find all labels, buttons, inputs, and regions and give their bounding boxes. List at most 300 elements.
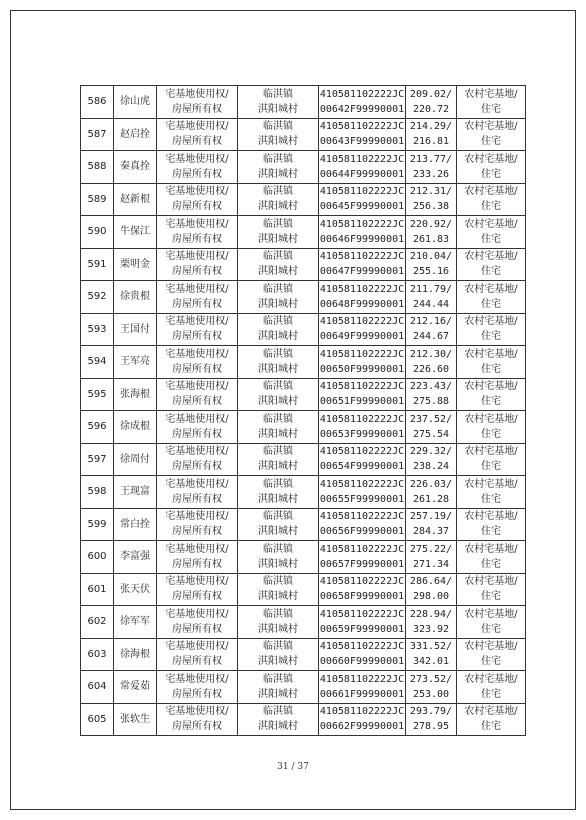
location-cell-line: 淇阳城村 [258, 201, 298, 213]
land-use-cell-line: 农村宅基地/ [464, 186, 518, 198]
location-cell [238, 671, 319, 704]
area-cell [406, 281, 457, 314]
area-cell-line: 226.03/ [409, 478, 453, 490]
area-cell-line: 226.60 [412, 363, 450, 375]
area-cell [406, 118, 457, 151]
land-use-cell-line: 住宅 [481, 103, 501, 115]
right-type-cell-line: 宅基地使用权/ [165, 121, 229, 133]
location-cell-line: 临淇镇 [263, 673, 293, 685]
area-cell-line: 211.79/ [409, 283, 453, 295]
owner-name-cell: 赵启拴 [114, 118, 157, 151]
right-type-cell-line: 宅基地使用权/ [165, 543, 229, 555]
location-cell-line: 临淇镇 [263, 251, 293, 263]
area-cell-line: 284.37 [412, 526, 450, 538]
right-type-cell-line: 宅基地使用权/ [165, 706, 229, 718]
land-use-cell [457, 86, 526, 119]
location-cell [238, 151, 319, 184]
table-row [81, 443, 526, 476]
land-use-cell-line: 农村宅基地/ [464, 316, 518, 328]
right-type-cell-line: 房屋所有权 [172, 428, 222, 440]
land-use-cell [457, 216, 526, 249]
land-use-cell-line: 住宅 [481, 558, 501, 570]
right-type-cell-line: 房屋所有权 [172, 331, 222, 343]
unit-code-cell-line: 00649F99990001 [319, 331, 405, 343]
land-use-cell [457, 476, 526, 509]
location-cell-line: 淇阳城村 [258, 623, 298, 635]
location-cell-line: 临淇镇 [263, 446, 293, 458]
right-type-cell [157, 216, 238, 249]
location-cell-line: 淇阳城村 [258, 428, 298, 440]
right-type-cell-line: 宅基地使用权/ [165, 186, 229, 198]
location-cell-line: 临淇镇 [263, 316, 293, 328]
table-row [81, 411, 526, 444]
area-cell-line: 257.19/ [409, 511, 453, 523]
right-type-cell [157, 118, 238, 151]
record-number-cell: 604 [81, 671, 114, 704]
land-use-cell [457, 378, 526, 411]
location-cell [238, 281, 319, 314]
location-cell [238, 638, 319, 671]
location-cell-line: 淇阳城村 [258, 493, 298, 505]
area-cell-line: 275.88 [412, 396, 450, 408]
right-type-cell-line: 宅基地使用权/ [165, 446, 229, 458]
right-type-cell [157, 638, 238, 671]
owner-name-cell: 徐成根 [114, 411, 157, 444]
unit-code-cell [319, 151, 406, 184]
unit-code-cell-line: 410581102222JC [319, 641, 405, 653]
area-cell [406, 443, 457, 476]
right-type-cell-line: 宅基地使用权/ [165, 381, 229, 393]
unit-code-cell-line: 00647F99990001 [319, 266, 405, 278]
location-cell [238, 118, 319, 151]
owner-name-cell: 常爱茹 [114, 671, 157, 704]
location-cell-line: 临淇镇 [263, 413, 293, 425]
right-type-cell-line: 房屋所有权 [172, 623, 222, 635]
right-type-cell-line: 房屋所有权 [172, 298, 222, 310]
land-use-cell-line: 农村宅基地/ [464, 511, 518, 523]
unit-code-cell-line: 410581102222JC [319, 186, 405, 198]
area-cell-line: 342.01 [412, 656, 450, 668]
area-cell-line: 278.95 [412, 721, 450, 733]
location-cell-line: 临淇镇 [263, 348, 293, 360]
area-cell-line: 233.26 [412, 168, 450, 180]
right-type-cell-line: 宅基地使用权/ [165, 218, 229, 230]
right-type-cell-line: 房屋所有权 [172, 233, 222, 245]
record-number-cell: 590 [81, 216, 114, 249]
unit-code-cell-line: 410581102222JC [319, 413, 405, 425]
area-cell-line: 253.00 [412, 688, 450, 700]
location-cell-line: 淇阳城村 [258, 558, 298, 570]
area-cell [406, 638, 457, 671]
table-row [81, 378, 526, 411]
land-use-cell-line: 农村宅基地/ [464, 381, 518, 393]
land-use-cell-line: 农村宅基地/ [464, 251, 518, 263]
record-number-cell: 597 [81, 443, 114, 476]
location-cell [238, 86, 319, 119]
unit-code-cell [319, 671, 406, 704]
area-cell-line: 213.77/ [409, 153, 453, 165]
location-cell-line: 淇阳城村 [258, 103, 298, 115]
unit-code-cell-line: 410581102222JC [319, 283, 405, 295]
unit-code-cell-line: 410581102222JC [319, 251, 405, 263]
unit-code-cell-line: 00661F99990001 [319, 688, 405, 700]
owner-name-cell: 栗明金 [114, 248, 157, 281]
right-type-cell-line: 房屋所有权 [172, 103, 222, 115]
unit-code-cell [319, 118, 406, 151]
table-row [81, 671, 526, 704]
area-cell-line: 210.04/ [409, 251, 453, 263]
land-use-cell [457, 573, 526, 606]
area-cell-line: 323.92 [412, 623, 450, 635]
right-type-cell-line: 房屋所有权 [172, 721, 222, 733]
unit-code-cell-line: 00655F99990001 [319, 493, 405, 505]
area-cell-line: 298.00 [412, 591, 450, 603]
owner-name-cell: 张天伏 [114, 573, 157, 606]
record-number-cell: 605 [81, 703, 114, 736]
record-number-cell: 592 [81, 281, 114, 314]
land-use-cell [457, 313, 526, 346]
right-type-cell [157, 573, 238, 606]
right-type-cell-line: 房屋所有权 [172, 591, 222, 603]
owner-name-cell: 张海根 [114, 378, 157, 411]
right-type-cell [157, 183, 238, 216]
owner-name-cell: 常白拴 [114, 508, 157, 541]
area-cell [406, 378, 457, 411]
unit-code-cell [319, 508, 406, 541]
record-number-cell: 586 [81, 86, 114, 119]
location-cell [238, 248, 319, 281]
area-cell [406, 541, 457, 574]
land-use-cell-line: 住宅 [481, 363, 501, 375]
owner-name-cell: 徐军军 [114, 606, 157, 639]
unit-code-cell-line: 410581102222JC [319, 121, 405, 133]
land-use-cell-line: 农村宅基地/ [464, 121, 518, 133]
area-cell-line: 331.52/ [409, 641, 453, 653]
right-type-cell [157, 443, 238, 476]
land-use-cell-line: 住宅 [481, 201, 501, 213]
location-cell-line: 临淇镇 [263, 608, 293, 620]
area-cell [406, 216, 457, 249]
land-use-cell [457, 443, 526, 476]
right-type-cell-line: 房屋所有权 [172, 168, 222, 180]
unit-code-cell [319, 313, 406, 346]
area-cell-line: 220.92/ [409, 218, 453, 230]
unit-code-cell-line: 00658F99990001 [319, 591, 405, 603]
land-use-cell-line: 住宅 [481, 493, 501, 505]
right-type-cell [157, 508, 238, 541]
unit-code-cell-line: 410581102222JC [319, 88, 405, 100]
area-cell-line: 275.54 [412, 428, 450, 440]
unit-code-cell-line: 410581102222JC [319, 316, 405, 328]
area-cell-line: 271.34 [412, 558, 450, 570]
location-cell-line: 淇阳城村 [258, 168, 298, 180]
area-cell-line: 273.52/ [409, 673, 453, 685]
unit-code-cell [319, 703, 406, 736]
table-row [81, 151, 526, 184]
area-cell [406, 346, 457, 379]
location-cell [238, 573, 319, 606]
location-cell-line: 淇阳城村 [258, 688, 298, 700]
right-type-cell [157, 606, 238, 639]
table-row [81, 638, 526, 671]
right-type-cell-line: 房屋所有权 [172, 656, 222, 668]
unit-code-cell [319, 476, 406, 509]
table-row [81, 313, 526, 346]
location-cell-line: 临淇镇 [263, 121, 293, 133]
table-row [81, 118, 526, 151]
owner-name-cell: 牛保江 [114, 216, 157, 249]
land-use-cell [457, 346, 526, 379]
unit-code-cell-line: 00653F99990001 [319, 428, 405, 440]
area-cell-line: 214.29/ [409, 121, 453, 133]
area-cell [406, 86, 457, 119]
unit-code-cell-line: 00656F99990001 [319, 526, 405, 538]
unit-code-cell [319, 183, 406, 216]
area-cell-line: 216.81 [412, 136, 450, 148]
right-type-cell [157, 378, 238, 411]
location-cell-line: 临淇镇 [263, 478, 293, 490]
right-type-cell [157, 541, 238, 574]
right-type-cell-line: 房屋所有权 [172, 461, 222, 473]
location-cell [238, 216, 319, 249]
location-cell-line: 临淇镇 [263, 576, 293, 588]
area-cell-line: 275.22/ [409, 543, 453, 555]
page-number: 31 / 37 [277, 762, 309, 772]
area-cell [406, 573, 457, 606]
location-cell-line: 淇阳城村 [258, 656, 298, 668]
land-use-cell [457, 281, 526, 314]
location-cell-line: 淇阳城村 [258, 721, 298, 733]
right-type-cell-line: 宅基地使用权/ [165, 153, 229, 165]
right-type-cell [157, 313, 238, 346]
record-number-cell: 593 [81, 313, 114, 346]
right-type-cell-line: 宅基地使用权/ [165, 478, 229, 490]
unit-code-cell [319, 606, 406, 639]
record-number-cell: 588 [81, 151, 114, 184]
land-use-cell-line: 住宅 [481, 266, 501, 278]
land-use-cell-line: 住宅 [481, 168, 501, 180]
right-type-cell-line: 宅基地使用权/ [165, 88, 229, 100]
unit-code-cell-line: 410581102222JC [319, 673, 405, 685]
location-cell-line: 淇阳城村 [258, 233, 298, 245]
area-cell [406, 151, 457, 184]
land-use-cell-line: 农村宅基地/ [464, 446, 518, 458]
location-cell [238, 703, 319, 736]
unit-code-cell-line: 410581102222JC [319, 543, 405, 555]
right-type-cell-line: 房屋所有权 [172, 363, 222, 375]
table-row [81, 281, 526, 314]
record-number-cell: 589 [81, 183, 114, 216]
location-cell [238, 313, 319, 346]
record-number-cell: 594 [81, 346, 114, 379]
right-type-cell-line: 房屋所有权 [172, 201, 222, 213]
land-use-cell [457, 508, 526, 541]
right-type-cell [157, 703, 238, 736]
right-type-cell-line: 房屋所有权 [172, 136, 222, 148]
location-cell-line: 淇阳城村 [258, 526, 298, 538]
record-number-cell: 587 [81, 118, 114, 151]
area-cell-line: 256.38 [412, 201, 450, 213]
location-cell [238, 411, 319, 444]
land-use-cell-line: 住宅 [481, 688, 501, 700]
record-number-cell: 602 [81, 606, 114, 639]
location-cell-line: 临淇镇 [263, 641, 293, 653]
area-cell [406, 248, 457, 281]
record-number-cell: 601 [81, 573, 114, 606]
location-cell-line: 临淇镇 [263, 283, 293, 295]
right-type-cell [157, 281, 238, 314]
area-cell-line: 238.24 [412, 461, 450, 473]
area-cell [406, 508, 457, 541]
table-row [81, 703, 526, 736]
right-type-cell-line: 房屋所有权 [172, 526, 222, 538]
land-use-cell [457, 638, 526, 671]
unit-code-cell-line: 410581102222JC [319, 153, 405, 165]
area-cell-line: 229.32/ [409, 446, 453, 458]
location-cell-line: 临淇镇 [263, 706, 293, 718]
area-cell-line: 244.67 [412, 331, 450, 343]
right-type-cell-line: 宅基地使用权/ [165, 673, 229, 685]
right-type-cell-line: 房屋所有权 [172, 688, 222, 700]
location-cell [238, 541, 319, 574]
record-number-cell: 596 [81, 411, 114, 444]
area-cell-line: 212.16/ [409, 316, 453, 328]
land-use-cell-line: 农村宅基地/ [464, 348, 518, 360]
unit-code-cell-line: 00644F99990001 [319, 168, 405, 180]
owner-name-cell: 王现富 [114, 476, 157, 509]
unit-code-cell-line: 410581102222JC [319, 478, 405, 490]
owner-name-cell: 李富强 [114, 541, 157, 574]
area-cell-line: 220.72 [412, 103, 450, 115]
land-use-cell-line: 住宅 [481, 136, 501, 148]
records-table [80, 85, 526, 736]
land-use-cell [457, 411, 526, 444]
unit-code-cell [319, 86, 406, 119]
unit-code-cell [319, 541, 406, 574]
unit-code-cell [319, 573, 406, 606]
area-cell-line: 286.64/ [409, 576, 453, 588]
table-row [81, 216, 526, 249]
location-cell-line: 临淇镇 [263, 218, 293, 230]
unit-code-cell-line: 00662F99990001 [319, 721, 405, 733]
record-number-cell: 603 [81, 638, 114, 671]
table-row [81, 573, 526, 606]
land-use-cell-line: 住宅 [481, 526, 501, 538]
table-row [81, 508, 526, 541]
owner-name-cell: 徐贵根 [114, 281, 157, 314]
right-type-cell-line: 宅基地使用权/ [165, 316, 229, 328]
unit-code-cell-line: 00650F99990001 [319, 363, 405, 375]
location-cell-line: 临淇镇 [263, 153, 293, 165]
unit-code-cell-line: 00660F99990001 [319, 656, 405, 668]
owner-name-cell: 张软生 [114, 703, 157, 736]
table-row [81, 606, 526, 639]
right-type-cell-line: 房屋所有权 [172, 493, 222, 505]
owner-name-cell: 徐周付 [114, 443, 157, 476]
area-cell-line: 255.16 [412, 266, 450, 278]
location-cell-line: 临淇镇 [263, 88, 293, 100]
land-use-cell-line: 住宅 [481, 331, 501, 343]
unit-code-cell [319, 248, 406, 281]
area-cell-line: 261.83 [412, 233, 450, 245]
land-use-cell-line: 住宅 [481, 591, 501, 603]
area-cell-line: 293.79/ [409, 706, 453, 718]
area-cell [406, 313, 457, 346]
location-cell-line: 临淇镇 [263, 543, 293, 555]
right-type-cell-line: 房屋所有权 [172, 558, 222, 570]
area-cell [406, 183, 457, 216]
record-number-cell: 591 [81, 248, 114, 281]
location-cell [238, 378, 319, 411]
right-type-cell [157, 476, 238, 509]
area-cell-line: 261.28 [412, 493, 450, 505]
right-type-cell [157, 248, 238, 281]
area-cell [406, 606, 457, 639]
area-cell-line: 212.31/ [409, 186, 453, 198]
land-use-cell [457, 671, 526, 704]
area-cell-line: 228.94/ [409, 608, 453, 620]
land-use-cell-line: 住宅 [481, 461, 501, 473]
land-use-cell-line: 住宅 [481, 656, 501, 668]
area-cell [406, 476, 457, 509]
land-use-cell [457, 248, 526, 281]
unit-code-cell-line: 00645F99990001 [319, 201, 405, 213]
owner-name-cell: 秦真拴 [114, 151, 157, 184]
land-use-cell-line: 农村宅基地/ [464, 641, 518, 653]
unit-code-cell-line: 410581102222JC [319, 446, 405, 458]
unit-code-cell-line: 00648F99990001 [319, 298, 405, 310]
location-cell [238, 183, 319, 216]
right-type-cell-line: 宅基地使用权/ [165, 576, 229, 588]
right-type-cell-line: 宅基地使用权/ [165, 251, 229, 263]
location-cell [238, 476, 319, 509]
right-type-cell [157, 151, 238, 184]
record-number-cell: 599 [81, 508, 114, 541]
land-use-cell-line: 农村宅基地/ [464, 673, 518, 685]
right-type-cell-line: 房屋所有权 [172, 396, 222, 408]
land-use-cell [457, 183, 526, 216]
table-row [81, 183, 526, 216]
land-use-cell-line: 农村宅基地/ [464, 478, 518, 490]
location-cell-line: 临淇镇 [263, 186, 293, 198]
location-cell [238, 508, 319, 541]
right-type-cell-line: 房屋所有权 [172, 266, 222, 278]
right-type-cell-line: 宅基地使用权/ [165, 283, 229, 295]
land-use-cell [457, 118, 526, 151]
location-cell-line: 淇阳城村 [258, 298, 298, 310]
land-use-cell-line: 住宅 [481, 396, 501, 408]
unit-code-cell-line: 00643F99990001 [319, 136, 405, 148]
unit-code-cell [319, 346, 406, 379]
record-number-cell: 598 [81, 476, 114, 509]
land-use-cell-line: 农村宅基地/ [464, 283, 518, 295]
unit-code-cell [319, 378, 406, 411]
unit-code-cell-line: 00646F99990001 [319, 233, 405, 245]
owner-name-cell: 赵新根 [114, 183, 157, 216]
records-table-body [81, 86, 526, 736]
table-row [81, 86, 526, 119]
unit-code-cell-line: 00657F99990001 [319, 558, 405, 570]
area-cell-line: 244.44 [412, 298, 450, 310]
land-use-cell-line: 农村宅基地/ [464, 706, 518, 718]
area-cell-line: 212.30/ [409, 348, 453, 360]
right-type-cell-line: 宅基地使用权/ [165, 348, 229, 360]
land-use-cell-line: 农村宅基地/ [464, 543, 518, 555]
unit-code-cell-line: 410581102222JC [319, 576, 405, 588]
owner-name-cell: 王军亮 [114, 346, 157, 379]
land-use-cell [457, 151, 526, 184]
table-row [81, 248, 526, 281]
